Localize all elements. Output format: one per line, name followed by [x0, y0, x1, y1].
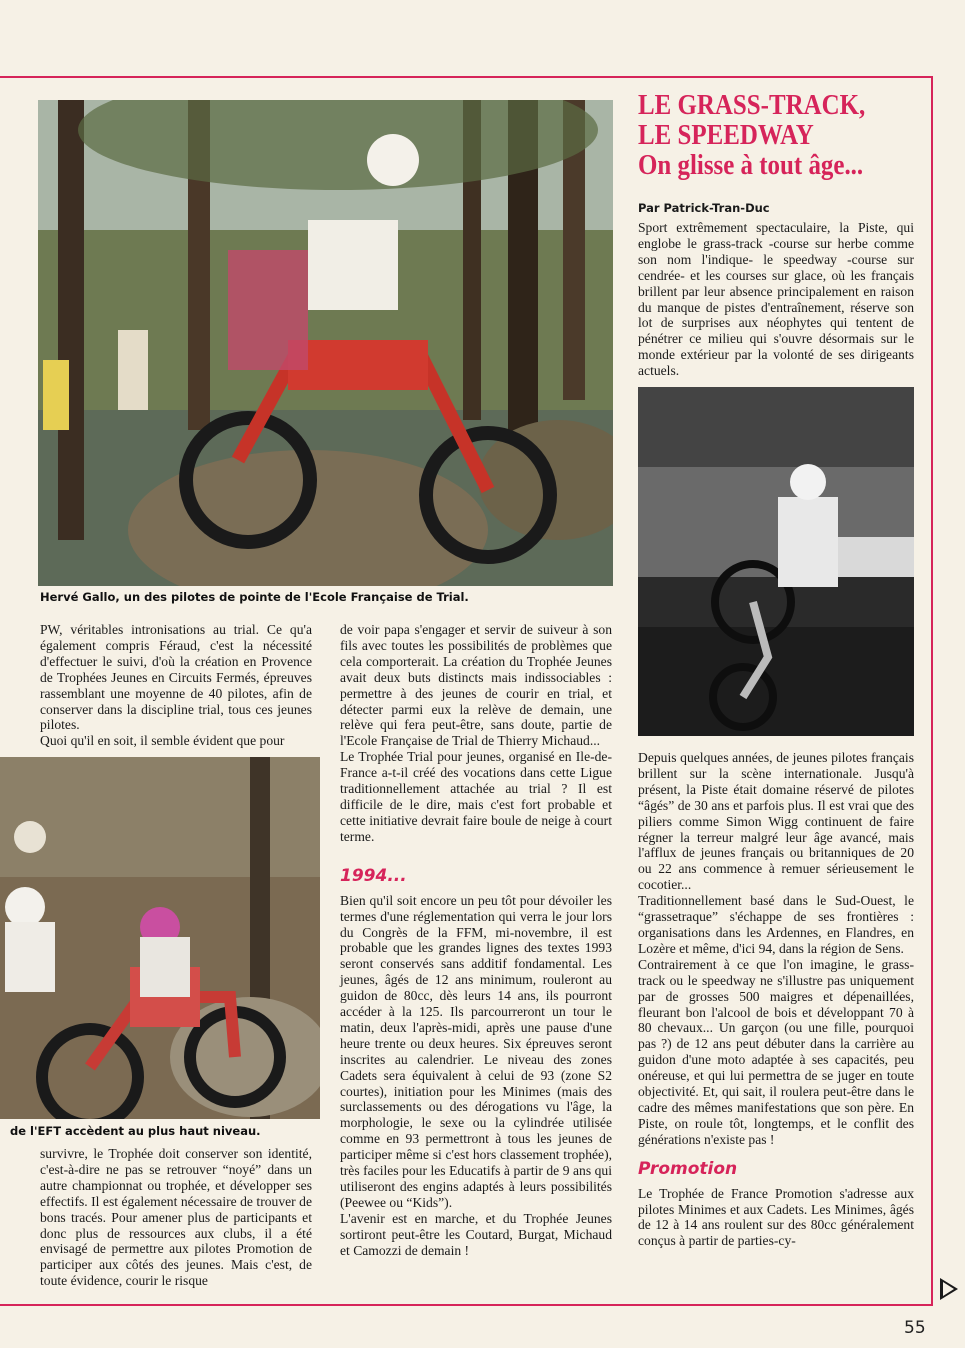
paragraph: Traditionnellement basé dans le Sud-Ouest, le “grassetraque” s'échappe de ses frontières : organisations dans les Ardennes, en Flandres, en Lozère et même, d'ici 94, dans la région de Sens.	[638, 893, 914, 956]
trial-young-image	[0, 757, 320, 1119]
paragraph: survivre, le Trophée doit conserver son identité, c'est-à-dire ne pas se retrouver “noyé” dans un autre championnat ou trophée, et développer ses effectifs. Il est également nécessaire de trouver de bons tracés. Pour amener plus de participants et donc plus de ressources aux clubs, il a été envisagé de permettre aux pilotes Promotion de participer aux côtés des jeunes. Mais c'est, de toute évidence, courir le risque	[40, 1146, 312, 1289]
column-right-intro	[638, 220, 914, 379]
trial-main-image	[38, 100, 613, 586]
byline: Par Patrick-Tran-Duc	[638, 201, 770, 215]
column-right-body	[638, 750, 914, 1249]
section-heading-1994: 1994...	[340, 865, 407, 886]
headline-subtitle: On glisse à tout âge...	[638, 149, 864, 181]
paragraph: Quoi qu'il en soit, il semble évident que pour	[40, 733, 285, 749]
paragraph: Le Trophée Trial pour jeunes, organisé en Ile-de-France a-t-il créé des vocations dans cette Ligue traditionnellement attachée au trial ? Il est difficile de le dire, mais c'est fort probable et cette initiative devrait faire boule de neige à court terme.	[340, 749, 612, 844]
photo-trial-young	[0, 757, 320, 1119]
speedway-image	[638, 387, 914, 736]
photo-trial-main	[38, 100, 613, 586]
photo-speedway	[638, 387, 914, 736]
frame-bottom-rule	[0, 1304, 933, 1306]
frame-right-rule	[931, 76, 933, 1306]
paragraph: Depuis quelques années, de jeunes pilotes français brillent sur la scène internationale. Jusqu'à présent, la Piste était domaine réservé de pilotes “âgés” de 30 ans et parfois plus. Il est vrai que des piliers comme Simon Wigg continuent de faire régner la terreur malgré leur âge avancé, mais l'afflux de jeunes français ou britanniques de 20 ou 22 ans commence à remuer sérieusement le cocotier...	[638, 750, 914, 893]
headline-line-1: LE GRASS-TRACK,	[638, 89, 866, 121]
page-number: 55	[904, 1318, 926, 1338]
column-left-top	[40, 622, 312, 749]
paragraph: L'avenir est en marche, et du Trophée Jeunes sortiront peut-être les Coutard, Burgat, Michaud et Camozzi de demain !	[340, 1210, 612, 1258]
paragraph: de voir papa s'engager et servir de suiveur à son fils avec toutes les possibilités de problèmes que cela comporterait. La création du Trophée Jeunes avait deux buts distincts mais indissociables : permettre à des jeunes de courir en trial, et détecter parmi eux la relève de demain, une relève qui fera peut-être, sans doute, partie de l'Ecole Française de Trial de Thierry Michaud...	[340, 622, 612, 749]
paragraph: Sport extrêmement spectaculaire, la Piste, qui englobe le grass-track -course sur herbe comme son nom l'indique- le speedway -course sur cendrée- et les courses sur glace, où les français brillent par leur absence principalement en raison du manque de pistes d'entraînement, réserve son lot de surprises aux néophytes qui tentent de pénétrer ce milieu qui s'ouvre désormais sur le monde extérieur par la volonté de ses dirigeants actuels.	[638, 220, 914, 379]
column-middle	[340, 622, 612, 1259]
paragraph: Contrairement à ce que l'on imagine, le grass-track ou le speedway ne s'illustre pas uniquement par de grosses 500 maigres et dépenaillées, fleurant bon l'alcool de bois et développant 70 à 80 chevaux... Un garçon (ou une fille, pourquoi pas ?) de 12 ans peut débuter dans la carrière au guidon d'une moto adaptée à ses capacités, peu onéreuse, et qui lui permettra de se juger en toute objectivité. Et, qui sait, il roulera peut-être dans le cadre des mêmes manifestations que son père. En Piste, on roule tôt, longtemps, et le conflit des générations n'existe pas !	[638, 956, 914, 1147]
caption-trial-main: Hervé Gallo, un des pilotes de pointe de l'Ecole Française de Trial.	[40, 590, 469, 604]
continue-arrow-icon	[940, 1278, 958, 1300]
article-headline	[638, 90, 887, 180]
paragraph: Bien qu'il soit encore un peu tôt pour dévoiler les termes d'une réglementation qui verra le jour lors du Congrès de la FFM, mi-novembre, il est probable que les grandes lignes des textes 1993 seront conservés sans additif fondamental. Les jeunes, âgés de 12 ans minimum, rouleront au guidon de 80cc, dès leurs 14 ans, ils pourront accéder à la 125. Ils parcourreront un tour le matin, deux l'après-midi, après une pause d'une heure trente ou deux heures. Six épreuves seront inscrites au calendrier. Le niveau des zones Cadets sera équivalent à celui de 93 (zone S2 courtes), initiation pour les Minimes (mais des surclassements ou des dérogations vu l'âge, la morphologie, le sexe ou la cylindrée utilisée comme en 93 permettront à tous les jeunes de participer même si c'est hors classement trophée), très faciles pour les Educatifs à partir de 9 ans qui utiliseront des engins adaptés à leurs possibilités (Peewee ou “Kids”).	[340, 892, 612, 1210]
paragraph: Le Trophée de France Promotion s'adresse aux pilotes Minimes et aux Cadets. Les Minimes, âgés de 12 à 14 ans roulent sur des 80cc généralement conçus à partir de parties-cy-	[638, 1185, 914, 1249]
column-left-bottom	[40, 1146, 312, 1289]
caption-trial-young: de l'EFT accèdent au plus haut niveau.	[10, 1124, 261, 1138]
headline-line-2: LE SPEEDWAY	[638, 119, 814, 151]
section-heading-promotion: Promotion	[638, 1158, 738, 1179]
paragraph: PW, véritables intronisations au trial. Ce qu'a également compris Féraud, c'est la nécessité d'effectuer le suivi, d'où la création en Provence de Trophées Jeunes en Circuits Fermés, épreuves rassemblant une moyenne de 40 pilotes, afin de conserver dans la discipline trial, tous ces jeunes pilotes.	[40, 622, 312, 733]
frame-top-rule	[0, 76, 933, 78]
